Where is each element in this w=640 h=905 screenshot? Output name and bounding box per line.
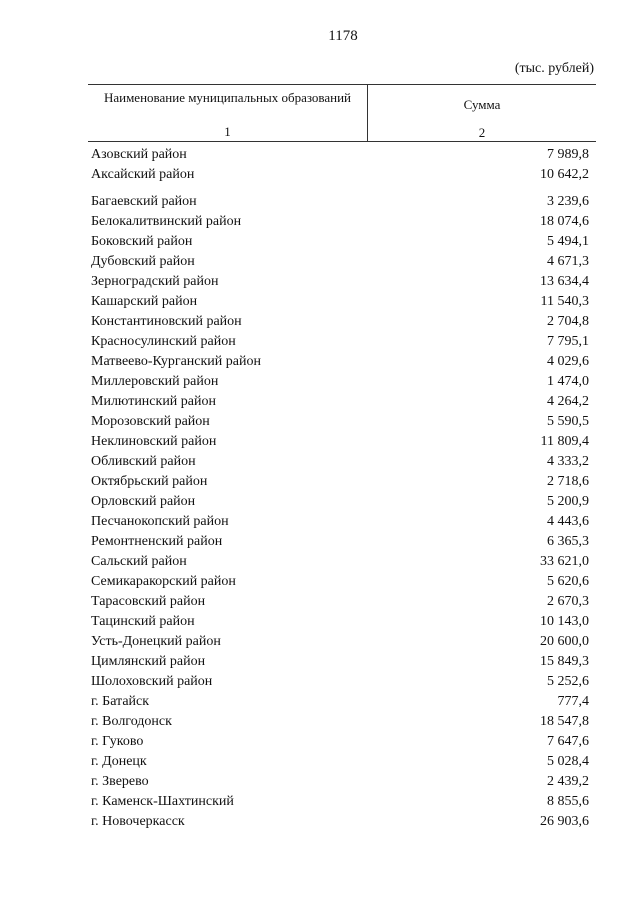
row-name: Орловский район (91, 494, 196, 509)
row-value: 11 809,4 (540, 434, 589, 449)
row-name: Обливский район (91, 454, 196, 469)
row-value: 5 620,6 (547, 574, 589, 589)
table-row (91, 252, 589, 272)
row-value: 2 718,6 (547, 474, 589, 489)
row-value: 11 540,3 (540, 294, 589, 309)
table-body (91, 145, 589, 832)
table-row (91, 612, 589, 632)
row-value: 18 547,8 (540, 714, 589, 729)
row-name: г. Донецк (91, 754, 147, 769)
table-row (91, 372, 589, 392)
row-name: Цимлянский район (91, 654, 206, 669)
row-name: Белокалитвинский район (91, 214, 242, 229)
table-header (88, 84, 596, 142)
row-value: 5 200,9 (547, 494, 589, 509)
row-name: Матвеево-Курганский район (91, 354, 261, 369)
row-value: 5 590,5 (547, 414, 589, 429)
table-row (91, 392, 589, 412)
row-name: Сальский район (91, 554, 187, 569)
row-name: Аксайский район (91, 167, 195, 182)
table-row (91, 652, 589, 672)
row-value: 7 795,1 (547, 334, 589, 349)
row-value: 4 443,6 (547, 514, 589, 529)
row-name: Шолоховский район (91, 674, 213, 689)
row-name: Красносулинский район (91, 334, 236, 349)
row-value: 33 621,0 (540, 554, 589, 569)
row-value: 4 264,2 (547, 394, 589, 409)
row-name: Багаевский район (91, 194, 197, 209)
row-name: Песчанокопский район (91, 514, 229, 529)
row-name: Азовский район (91, 147, 187, 162)
row-value: 10 642,2 (540, 167, 589, 182)
table-row (91, 352, 589, 372)
row-value: 7 989,8 (547, 147, 589, 162)
row-value: 26 903,6 (540, 814, 589, 829)
table-row (91, 692, 589, 712)
table-row (91, 772, 589, 792)
row-name: Константиновский район (91, 314, 242, 329)
row-name: Миллеровский район (91, 374, 219, 389)
row-value: 4 333,2 (547, 454, 589, 469)
row-value: 6 365,3 (547, 534, 589, 549)
row-name: Боковский район (91, 234, 193, 249)
table-row (91, 272, 589, 292)
row-value: 7 647,6 (547, 734, 589, 749)
row-value: 3 239,6 (547, 194, 589, 209)
row-name: г. Новочеркасск (91, 814, 185, 829)
row-name: Зерноградский район (91, 274, 219, 289)
row-value: 5 252,6 (547, 674, 589, 689)
row-value: 4 029,6 (547, 354, 589, 369)
table-row (91, 592, 589, 612)
row-name: Милютинский район (91, 394, 217, 409)
header-name-column (88, 85, 368, 141)
row-value: 1 474,0 (547, 374, 589, 389)
header-sum-number: 2 (478, 125, 486, 140)
row-value: 20 600,0 (540, 634, 589, 649)
row-value: 777,4 (557, 694, 589, 709)
table-row (91, 792, 589, 812)
row-name: г. Волгодонск (91, 714, 172, 729)
row-value: 4 671,3 (547, 254, 589, 269)
table-row (91, 232, 589, 252)
row-name: Семикаракорский район (91, 574, 236, 589)
row-name: Октябрьский район (91, 474, 208, 489)
table-row (91, 145, 589, 165)
table-row (91, 572, 589, 592)
table-row (91, 412, 589, 432)
table-row (91, 552, 589, 572)
row-value: 13 634,4 (540, 274, 589, 289)
row-name: Неклиновский район (91, 434, 217, 449)
table-row (91, 312, 589, 332)
row-value: 2 670,3 (547, 594, 589, 609)
row-name: г. Батайск (91, 694, 150, 709)
table-row (91, 452, 589, 472)
page-number: 1178 (328, 28, 358, 44)
table-row (91, 492, 589, 512)
table-row (91, 212, 589, 232)
row-value: 2 704,8 (547, 314, 589, 329)
table-row (91, 752, 589, 772)
header-name-number: 1 (224, 124, 231, 139)
row-value: 15 849,3 (540, 654, 589, 669)
units-label: (тыс. рублей) (514, 61, 594, 76)
row-value: 5 494,1 (547, 234, 589, 249)
table-row (91, 732, 589, 752)
table-row (91, 292, 589, 312)
row-name: г. Каменск-Шахтинский (91, 794, 234, 809)
row-value: 5 028,4 (547, 754, 589, 769)
row-value: 10 143,0 (540, 614, 589, 629)
row-name: Морозовский район (91, 414, 210, 429)
header-sum-title: Сумма (463, 97, 501, 112)
table-row (91, 812, 589, 832)
table-row (91, 165, 589, 185)
row-name: Тарасовский район (91, 594, 206, 609)
row-name: Тацинский район (91, 614, 195, 629)
table-row (91, 472, 589, 492)
table-row (91, 672, 589, 692)
row-value: 18 074,6 (540, 214, 589, 229)
row-name: Ремонтненский район (91, 534, 223, 549)
row-name: Кашарский район (91, 294, 198, 309)
table-row (91, 192, 589, 212)
header-name-title: Наименование муниципальных образований (103, 90, 352, 105)
table-row (91, 532, 589, 552)
row-name: Дубовский район (91, 254, 195, 269)
table-row (91, 712, 589, 732)
table-row (91, 632, 589, 652)
table-row (91, 432, 589, 452)
row-name: г. Гуково (91, 734, 144, 749)
row-name: г. Зверево (91, 774, 149, 789)
table-row (91, 332, 589, 352)
row-name: Усть-Донецкий район (91, 634, 221, 649)
table-row (91, 512, 589, 532)
header-sum-column (368, 85, 596, 141)
row-value: 2 439,2 (547, 774, 589, 789)
row-value: 8 855,6 (547, 794, 589, 809)
